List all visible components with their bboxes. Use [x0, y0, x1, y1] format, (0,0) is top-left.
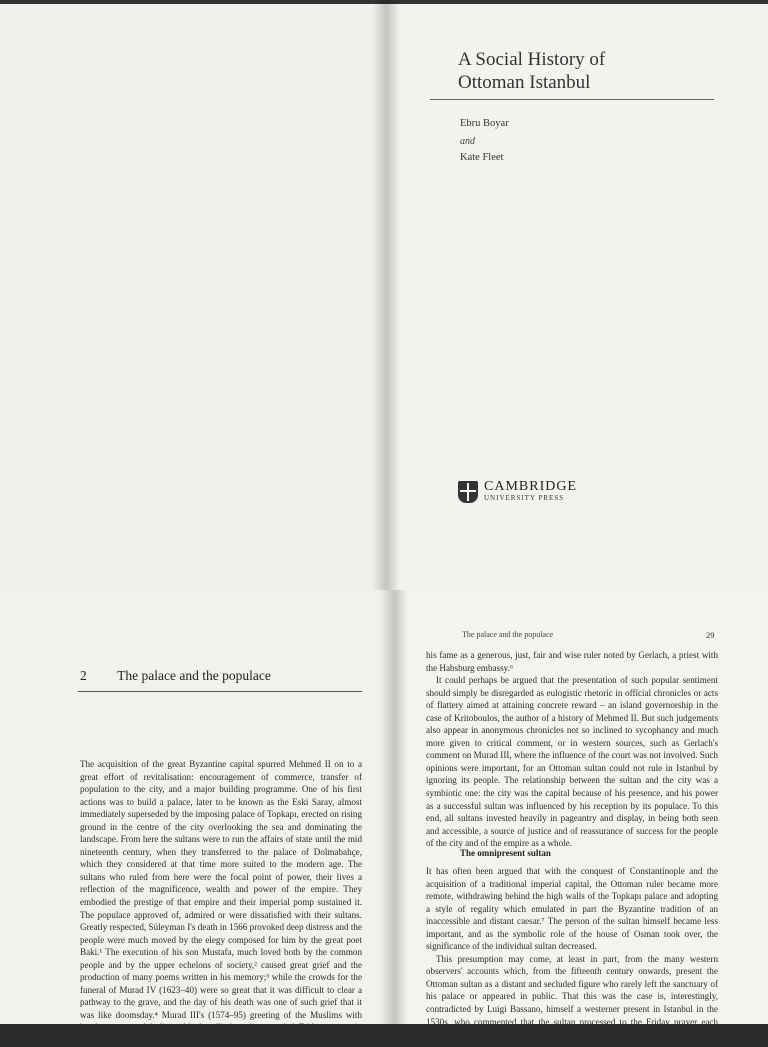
chapter-heading — [80, 668, 271, 684]
chapter-opening-page — [0, 590, 394, 1046]
cambridge-crest-icon — [458, 481, 478, 503]
blank-page — [0, 0, 386, 590]
gutter-shadow — [394, 590, 408, 1024]
publisher-subname: UNIVERSITY PRESS — [484, 494, 565, 502]
section-subheading: The omnipresent sultan — [460, 848, 551, 858]
body-paragraph: It could perhaps be argued that the presentation of such popular sentiment should simply be disregarded as eulogistic rhetoric in official chronicles or acts of flattery aimed at attaining concrete reward – an island governorship in the case of Kritoboulos, the author of a history of Mehmed II. But such judgements also appear in anonymous chronicles not so inclined to sycophancy and much more given to critical comment, or in western sources, such as Gerlach's comment on Murad III, where the influence of the court was not involved. Such opinions were important, for an Ottoman sultan could not rule in Istanbul by ignoring its people. The relationship between the sultan and the city was a symbiotic one: the city was the capital because of his presence, and his power as a successful sultan was influenced by his reception by its populace. To this end, all sultans invested heavily in pageantry and display, in being both seen and accessible, a source of justice and of reassurance of success for the people of the city and of the empire as a whole. — [426, 675, 718, 849]
page-edge — [386, 0, 768, 4]
title-page — [386, 0, 768, 590]
book-title-line2: Ottoman Istanbul — [458, 72, 591, 93]
page-body-bottom — [426, 865, 718, 1041]
page-number: 29 — [706, 630, 715, 640]
running-head: The palace and the populace — [462, 630, 554, 639]
publisher-logo — [458, 480, 577, 503]
body-paragraph: his fame as a generous, just, fair and wise ruler noted by Gerlach, a priest with the Habsburg embassy.⁶ — [426, 650, 718, 673]
chapter-rule — [78, 691, 362, 692]
body-paragraph: The acquisition of the great Byzantine capital spurred Mehmed II on to a great effort of revitalisation: encouragement of commerce, transfer of population to the city, and a major building programme. One of his first actions was to build a palace, later to be known as the Eski Saray, almost immediately superseded by the imposing palace of Topkapı, erected on rising ground in the centre of the city overlooking the sea and dominating the landscape. From here the sultans were to run the affairs of state until the mid nineteenth century, when they transferred to the palace of Dolmabahçe, which they considered at that time more suited to the modern age. The sultans who ruled from here were the focal point of power, their lives a reflection of the magnificence, wealth and power of the empire. They embodied the prestige of that empire and their imperial pomp sustained it. The populace approved of, admired or were dissatisfied with their sultans. Greatly respected, Süleyman I's death in 1566 provoked deep distress and the people were much moved by the elegy composed for him by the great poet Baki.¹ The execution of his son Mustafa, much loved both by the common people and by the upper echelons of society,² caused great grief and the production of many poems written in his memory;³ while the crowds for the funeral of Murad IV (1623–40) were so great that it was difficult to clear a pathway to the grave, and the day of his death was one of such grief that it was like doomsday.⁴ Murad III's (1574–95) greeting of the Muslims with 'total respect and indisputable humility' at the crowded Friday prayer in Ayasofya in December 1574 was greeted with a great roar of approval,⁵ — [80, 759, 362, 1046]
gutter-shadow — [372, 0, 386, 590]
gutter-shadow — [386, 0, 400, 590]
chapter-title: The palace and the populace — [117, 668, 271, 683]
body-paragraph: This presumption may come, at least in part, from the many western observers' accounts which, from the fifteenth century onwards, present the Ottoman sultan as a distant and secluded figure who rarely left the sanctuary of his palace or appeared in public. That this was the case is, interestingly, contradicted by Luigi Bassano, himself a westerner present in Istanbul in the 1530s, who commented that the sultan processed to the Friday prayer each week, appearing before the people and greeting — [426, 953, 718, 1040]
body-paragraph: It has often been argued that with the conquest of Constantinople and the acquisition of a traditional imperial capital, the Ottoman ruler became more remote, withdrawing behind the high walls of the Topkapı palace and adopting a style of regality which emulated in part the Byzantine tradition of an inaccessible and distant caesar.⁷ The person of the sultan himself became less important, and as the symbolic role of the house of Osman took over, the significance of the individual sultan decreased. — [426, 866, 718, 952]
title-rule — [430, 99, 714, 100]
author-2: Kate Fleet — [460, 152, 504, 163]
page-edge — [0, 0, 386, 4]
chapter-number: 2 — [80, 668, 87, 683]
book-title — [458, 48, 698, 94]
author-conjunction: and — [460, 136, 475, 147]
chapter-body — [80, 758, 362, 1047]
publisher-name: CAMBRIDGE — [484, 479, 578, 494]
author-1: Ebru Boyar — [460, 118, 509, 129]
gutter-shadow — [380, 590, 394, 1024]
page-body-top — [426, 649, 718, 850]
text-page — [394, 590, 768, 1040]
book-title-line1: A Social History of — [458, 49, 606, 70]
